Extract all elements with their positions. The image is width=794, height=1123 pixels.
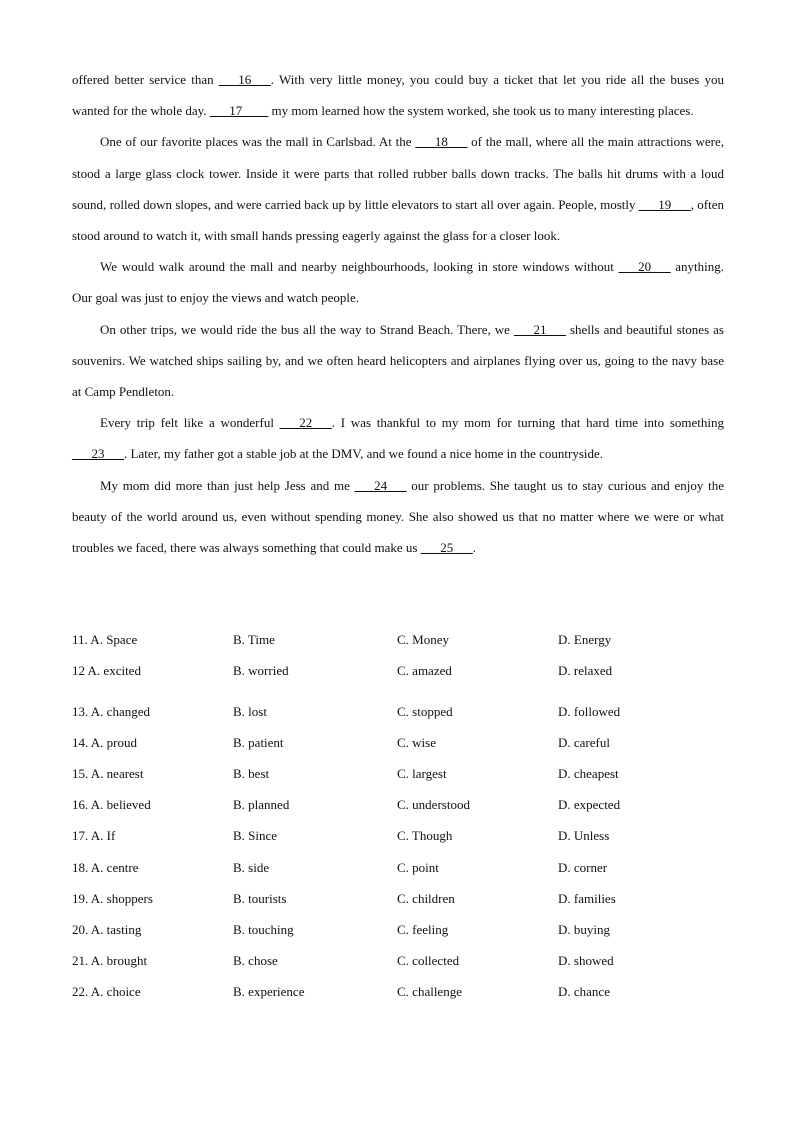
blank-20: ___20___ xyxy=(618,259,671,275)
question-row xyxy=(72,696,732,727)
option-d: D. careful xyxy=(558,735,610,751)
passage-text: . xyxy=(472,540,476,556)
option-a: 17. A. If xyxy=(72,828,116,844)
question-row xyxy=(72,727,732,758)
option-d: D. chance xyxy=(558,983,610,999)
option-d: D. cheapest xyxy=(558,766,619,782)
question-row xyxy=(72,914,732,945)
question-row xyxy=(72,852,732,883)
option-a: 19. A. shoppers xyxy=(72,890,153,906)
passage-text: . With very little money, you could buy a ticket that let you ride all the buses you wanted for the whole day. xyxy=(72,72,725,119)
answer-options xyxy=(72,624,732,1007)
option-a: 16. A. believed xyxy=(72,797,151,813)
option-b: B. lost xyxy=(233,704,267,720)
option-c: C. understood xyxy=(397,797,470,813)
option-d: D. corner xyxy=(558,859,608,875)
blank-19: ___19___ xyxy=(638,196,691,212)
paragraph-5 xyxy=(72,407,724,469)
passage-text: , often stood around to watch it, with small hands pressing eagerly against the glass for a closer look. xyxy=(72,196,724,244)
option-c: C. stopped xyxy=(397,704,453,720)
option-d: D. buying xyxy=(558,921,610,937)
option-c: C. challenge xyxy=(397,983,462,999)
option-b: B. chose xyxy=(233,952,278,968)
passage-text: Every trip felt like a wonderful xyxy=(100,415,280,431)
option-b: B. planned xyxy=(233,797,290,813)
option-c: C. Money xyxy=(397,632,449,647)
passage-text: offered better service than xyxy=(72,72,219,87)
passage-text: our problems. She taught us to stay curious and enjoy the beauty of the world around us, even without spending money. She also showed us that no matter where we were or what troubles we faced, there was always something that could make us xyxy=(72,477,724,556)
paragraph-4 xyxy=(72,314,724,408)
passage-text: We would walk around the mall and nearby neighbourhoods, looking in store windows without xyxy=(100,259,619,275)
question-row xyxy=(72,820,732,851)
paragraph-1 xyxy=(72,64,724,126)
option-d: D. Unless xyxy=(558,828,610,844)
blank-25: ___25___ xyxy=(420,540,473,556)
option-a: 18. A. centre xyxy=(72,859,139,875)
blank-18: ___18___ xyxy=(415,134,468,150)
option-d: D. Energy xyxy=(558,632,612,647)
question-row xyxy=(72,945,732,976)
passage-text: . Later, my father got a stable job at the DMV, and we found a nice home in the countryside. xyxy=(124,446,604,462)
passage-text: On other trips, we would ride the bus all the way to Strand Beach. There, we xyxy=(100,321,514,337)
blank-17: ___17____ xyxy=(209,103,269,119)
option-b: B. experience xyxy=(233,983,305,999)
passage-text: anything. Our goal was just to enjoy the views and watch people. xyxy=(72,259,725,306)
question-row xyxy=(72,655,732,696)
passage-text: my mom learned how the system worked, she took us to many interesting places. xyxy=(268,103,694,119)
option-b: B. touching xyxy=(233,921,294,937)
option-d: D. showed xyxy=(558,952,614,968)
option-d: D. families xyxy=(558,890,616,906)
question-row xyxy=(72,758,732,789)
option-b: B. patient xyxy=(233,735,284,751)
option-c: C. point xyxy=(397,859,439,875)
option-a: 21. A. brought xyxy=(72,952,148,968)
blank-16: ___16___ xyxy=(218,72,271,87)
cloze-passage xyxy=(72,64,724,563)
option-b: B. tourists xyxy=(233,890,287,906)
question-row xyxy=(72,976,732,1007)
paragraph-6 xyxy=(72,470,724,564)
option-b: B. worried xyxy=(233,663,289,679)
blank-21: ___21___ xyxy=(513,321,566,337)
option-b: B. Since xyxy=(233,828,278,844)
option-a: 22. A. choice xyxy=(72,983,141,999)
paragraph-2 xyxy=(72,126,724,251)
passage-text: My mom did more than just help Jess and me xyxy=(100,477,355,493)
passage-text: shells and beautiful stones as souvenirs. We watched ships sailing by, and we often heard helicopters and airplanes flying over us, going to the navy base at Camp Pendleton. xyxy=(72,321,724,400)
option-d: D. expected xyxy=(558,797,621,813)
option-c: C. largest xyxy=(397,766,447,782)
option-a: 15. A. nearest xyxy=(72,766,144,782)
passage-text: . I was thankful to my mom for turning that hard time into something xyxy=(331,415,724,431)
blank-24: ___24___ xyxy=(354,477,407,493)
option-a: 12 A. excited xyxy=(72,663,141,679)
option-c: C. children xyxy=(397,890,455,906)
option-c: C. collected xyxy=(397,952,460,968)
option-d: D. followed xyxy=(558,704,621,720)
question-row xyxy=(72,883,732,914)
option-c: C. feeling xyxy=(397,921,449,937)
option-d: D. relaxed xyxy=(558,663,613,679)
option-b: B. best xyxy=(233,766,270,782)
option-c: C. amazed xyxy=(397,663,452,679)
option-b: B. Time xyxy=(233,632,275,647)
paragraph-3 xyxy=(72,251,724,313)
option-a: 20. A. tasting xyxy=(72,921,142,937)
question-row xyxy=(72,789,732,820)
option-c: C. Though xyxy=(397,828,453,844)
passage-text: of the mall, where all the main attractions were, stood a large glass clock tower. Inside it were parts that rolled rubber balls down tracks. The balls hit drums with a loud sound, rolled down slopes, and were carried back up by little elevators to start all over again. People, mostly xyxy=(72,134,724,212)
option-a: 13. A. changed xyxy=(72,704,150,720)
option-c: C. wise xyxy=(397,735,436,751)
option-a: 11. A. Space xyxy=(72,632,138,647)
option-b: B. side xyxy=(233,859,270,875)
blank-22: ___22___ xyxy=(279,415,332,431)
passage-text: One of our favorite places was the mall in Carlsbad. At the xyxy=(100,134,416,150)
question-row xyxy=(72,624,732,655)
option-a: 14. A. proud xyxy=(72,735,137,751)
blank-23: ___23___ xyxy=(72,446,124,462)
